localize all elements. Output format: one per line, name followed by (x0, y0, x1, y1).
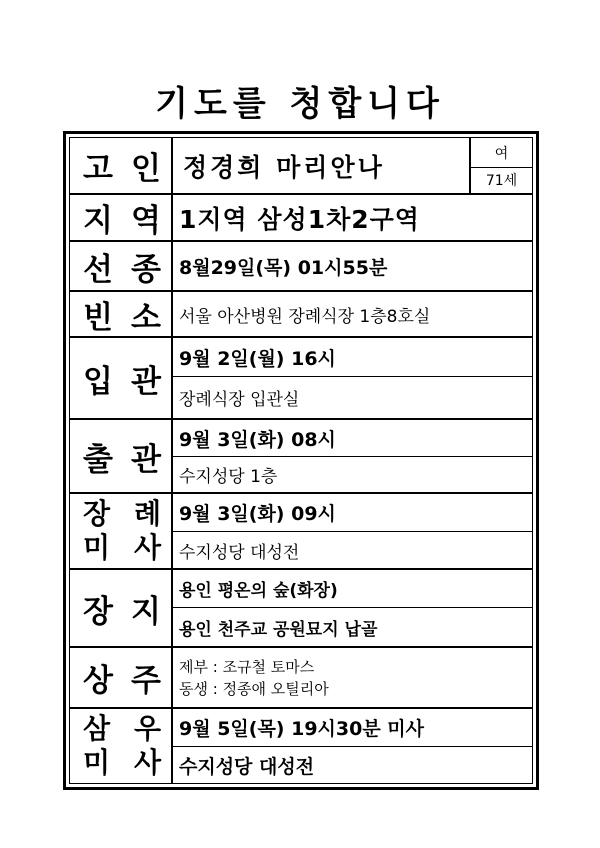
row-death (70, 242, 532, 292)
label-chief-mourners: 상 주 (70, 648, 173, 707)
label-region: 지 역 (70, 195, 173, 240)
gender: 여 (471, 138, 532, 168)
row-region (70, 195, 532, 242)
row-chief-mourners (70, 648, 532, 709)
chief-mourner-2: 동생 : 정종애 오틸리아 (179, 679, 329, 698)
label-third-day-mass: 삼 우 미 사 (70, 709, 173, 783)
funeral-mass-place: 수지성당 대성전 (179, 542, 300, 563)
label-departure: 출 관 (70, 420, 173, 492)
encoffinment-place: 장례식장 입관실 (179, 390, 300, 410)
row-third-day-mass (70, 709, 532, 783)
chief-mourner-1: 제부 : 조규철 토마스 (179, 657, 315, 676)
departure-place: 수지성당 1층 (179, 467, 278, 487)
age: 71세 (485, 173, 518, 189)
funeral-mass-time: 9월 3일(화) 09시 (173, 494, 532, 532)
label-deceased: 고 인 (70, 138, 173, 193)
row-burial (70, 570, 532, 648)
third-day-mass-place: 수지성당 대성전 (179, 755, 315, 778)
departure-time: 9월 3일(화) 08시 (173, 420, 532, 457)
row-funeral-mass (70, 494, 532, 570)
label-funeral-home: 빈 소 (70, 292, 173, 336)
page-title: 기도를 청합니다 (155, 84, 445, 124)
row-encoffinment (70, 338, 532, 420)
third-day-mass-time: 9월 5일(목) 19시30분 미사 (173, 709, 532, 747)
obituary-table (63, 131, 539, 790)
label-death: 선 종 (70, 242, 173, 290)
death-value: 8월29일(목) 01시55분 (179, 256, 388, 279)
label-burial: 장 지 (70, 570, 173, 646)
row-deceased (70, 138, 532, 195)
row-departure (70, 420, 532, 494)
row-funeral-home (70, 292, 532, 338)
burial-line2: 용인 천주교 공원묘지 납골 (179, 619, 378, 640)
label-encoffinment: 입 관 (70, 338, 173, 418)
gender-age-box (469, 138, 532, 193)
funeral-home-value: 서울 아산병원 장례식장 1층8호실 (179, 306, 431, 327)
region-value: 1지역 삼성1차2구역 (179, 204, 420, 234)
encoffinment-time: 9월 2일(월) 16시 (173, 338, 532, 377)
label-funeral-mass: 장 례 미 사 (70, 494, 173, 568)
deceased-name: 정경희 마리안나 (183, 152, 385, 182)
burial-line1: 용인 평온의 숲(화장) (173, 570, 532, 608)
